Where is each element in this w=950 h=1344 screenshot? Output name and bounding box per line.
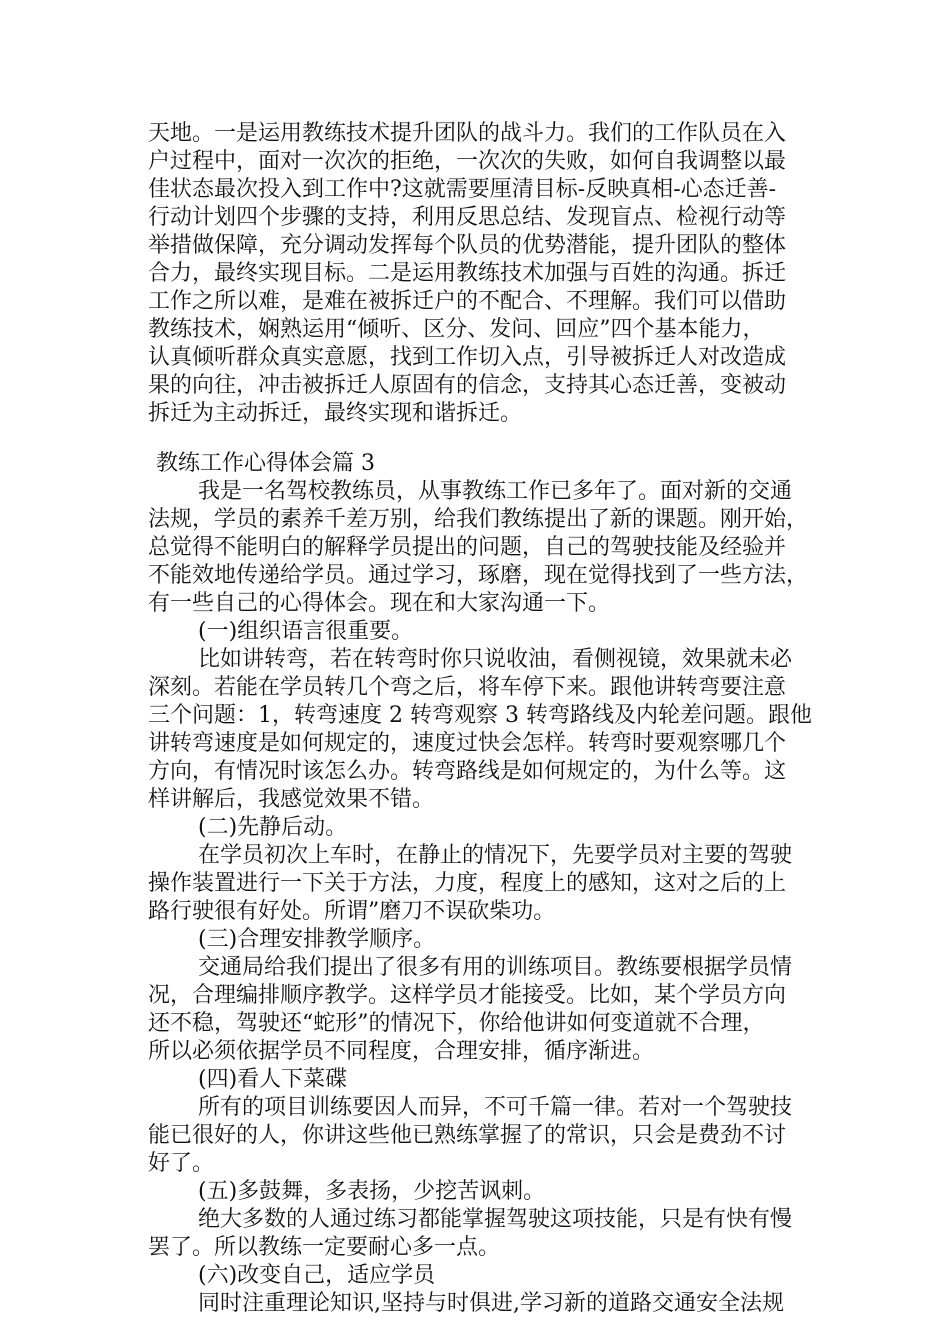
text-line: 路行驶很有好处。所谓”磨刀不误砍柴功。 — [148, 899, 556, 924]
text-line: 所有的项目训练要因人而异，不可千篇一律。若对一个驾驶技 — [198, 1095, 793, 1120]
text-line: 总觉得不能明白的解释学员提出的问题，自己的驾驶技能及经验并 — [148, 535, 787, 560]
text-line: 好了。 — [148, 1151, 215, 1176]
section-body — [148, 478, 812, 1318]
text-line: (六)改变自己，适应学员 — [198, 1263, 436, 1288]
text-line: 深刻。若能在学员转几个弯之后，将车停下来。跟他讲转弯要注意 — [148, 675, 787, 700]
text-line: 佳状态最次投入到工作中?这就需要厘清目标-反映真相-心态迁善- — [148, 177, 777, 202]
text-line: 果的向往，冲击被拆迁人原固有的信念，支持其心态迁善，变被动 — [148, 373, 787, 398]
text-line: 认真倾听群众真实意愿，找到工作切入点，引导被拆迁人对改造成 — [148, 345, 787, 370]
text-line: 教练技术，娴熟运用“倾听、区分、发问、回应”四个基本能力， — [148, 317, 765, 342]
text-line: (二)先静后动。 — [198, 815, 348, 840]
text-line: 不能效地传递给学员。通过学习，琢磨，现在觉得找到了一些方法， — [148, 563, 809, 588]
text-line: 方向，有情况时该怎么办。转弯路线是如何规定的，为什么等。这 — [148, 759, 787, 784]
text-line: 讲转弯速度是如何规定的，速度过快会怎样。转弯时要观察哪几个 — [148, 731, 787, 756]
text-line: 举措做保障，充分调动发挥每个队员的优势潜能，提升团队的整体 — [148, 233, 787, 258]
text-line: 操作装置进行一下关于方法，力度，程度上的感知，这对之后的上 — [148, 871, 787, 896]
text-line: 天地。一是运用教练技术提升团队的战斗力。我们的工作队员在入 — [148, 121, 787, 146]
text-line: 罢了。所以教练一定要耐心多一点。 — [148, 1235, 501, 1260]
text-line: 我是一名驾校教练员，从事教练工作已多年了。面对新的交通 — [198, 479, 793, 504]
text-line: 比如讲转弯，若在转弯时你只说收油，看侧视镜，效果就未必 — [198, 647, 793, 672]
text-line: 还不稳，驾驶还“蛇形”的情况下，你给他讲如何变道就不合理， — [148, 1011, 765, 1036]
text-line: 三个问题：1，转弯速度 2 转弯观察 3 转弯路线及内轮差问题。跟他 — [148, 703, 812, 728]
text-line: 工作之所以难，是难在被拆迁户的不配合、不理解。我们可以借助 — [148, 289, 787, 314]
text-line: 合力，最终实现目标。二是运用教练技术加强与百姓的沟通。拆迁 — [148, 261, 787, 286]
text-line: 同时注重理论知识,坚持与时俱进,学习新的道路交通安全法规 — [198, 1291, 784, 1316]
text-line: (一)组织语言很重要。 — [198, 619, 414, 644]
text-line: 户过程中，面对一次次的拒绝，一次次的失败，如何自我调整以最 — [148, 149, 787, 174]
text-line: 在学员初次上车时，在静止的情况下，先要学员对主要的驾驶 — [198, 843, 793, 868]
paragraph-intro — [148, 120, 808, 428]
text-line: 绝大多数的人通过练习都能掌握驾驶这项技能，只是有快有慢 — [198, 1207, 793, 1232]
text-line: 所以必须依据学员不同程度，合理安排，循序渐进。 — [148, 1039, 655, 1064]
text-line: 交通局给我们提出了很多有用的训练项目。教练要根据学员情 — [198, 955, 793, 980]
section-title: 教练工作心得体会篇 3 — [156, 451, 375, 476]
text-line: 行动计划四个步骤的支持，利用反思总结、发现盲点、检视行动等 — [148, 205, 787, 230]
text-line: 况，合理编排顺序教学。这样学员才能接受。比如，某个学员方向 — [148, 983, 787, 1008]
text-line: (五)多鼓舞，多表扬，少挖苦讽刺。 — [198, 1179, 546, 1204]
text-line: 法规，学员的素养千差万别，给我们教练提出了新的课题。刚开始， — [148, 507, 809, 532]
text-line: 有一些自己的心得体会。现在和大家沟通一下。 — [148, 591, 611, 616]
text-line: 能已很好的人，你讲这些他已熟练掌握了的常识，只会是费劲不讨 — [148, 1123, 787, 1148]
text-line: (四)看人下菜碟 — [198, 1067, 348, 1092]
text-line: 拆迁为主动拆迁，最终实现和谐拆迁。 — [148, 401, 523, 426]
text-line: (三)合理安排教学顺序。 — [198, 927, 436, 952]
text-line: 样讲解后，我感觉效果不错。 — [148, 787, 435, 812]
